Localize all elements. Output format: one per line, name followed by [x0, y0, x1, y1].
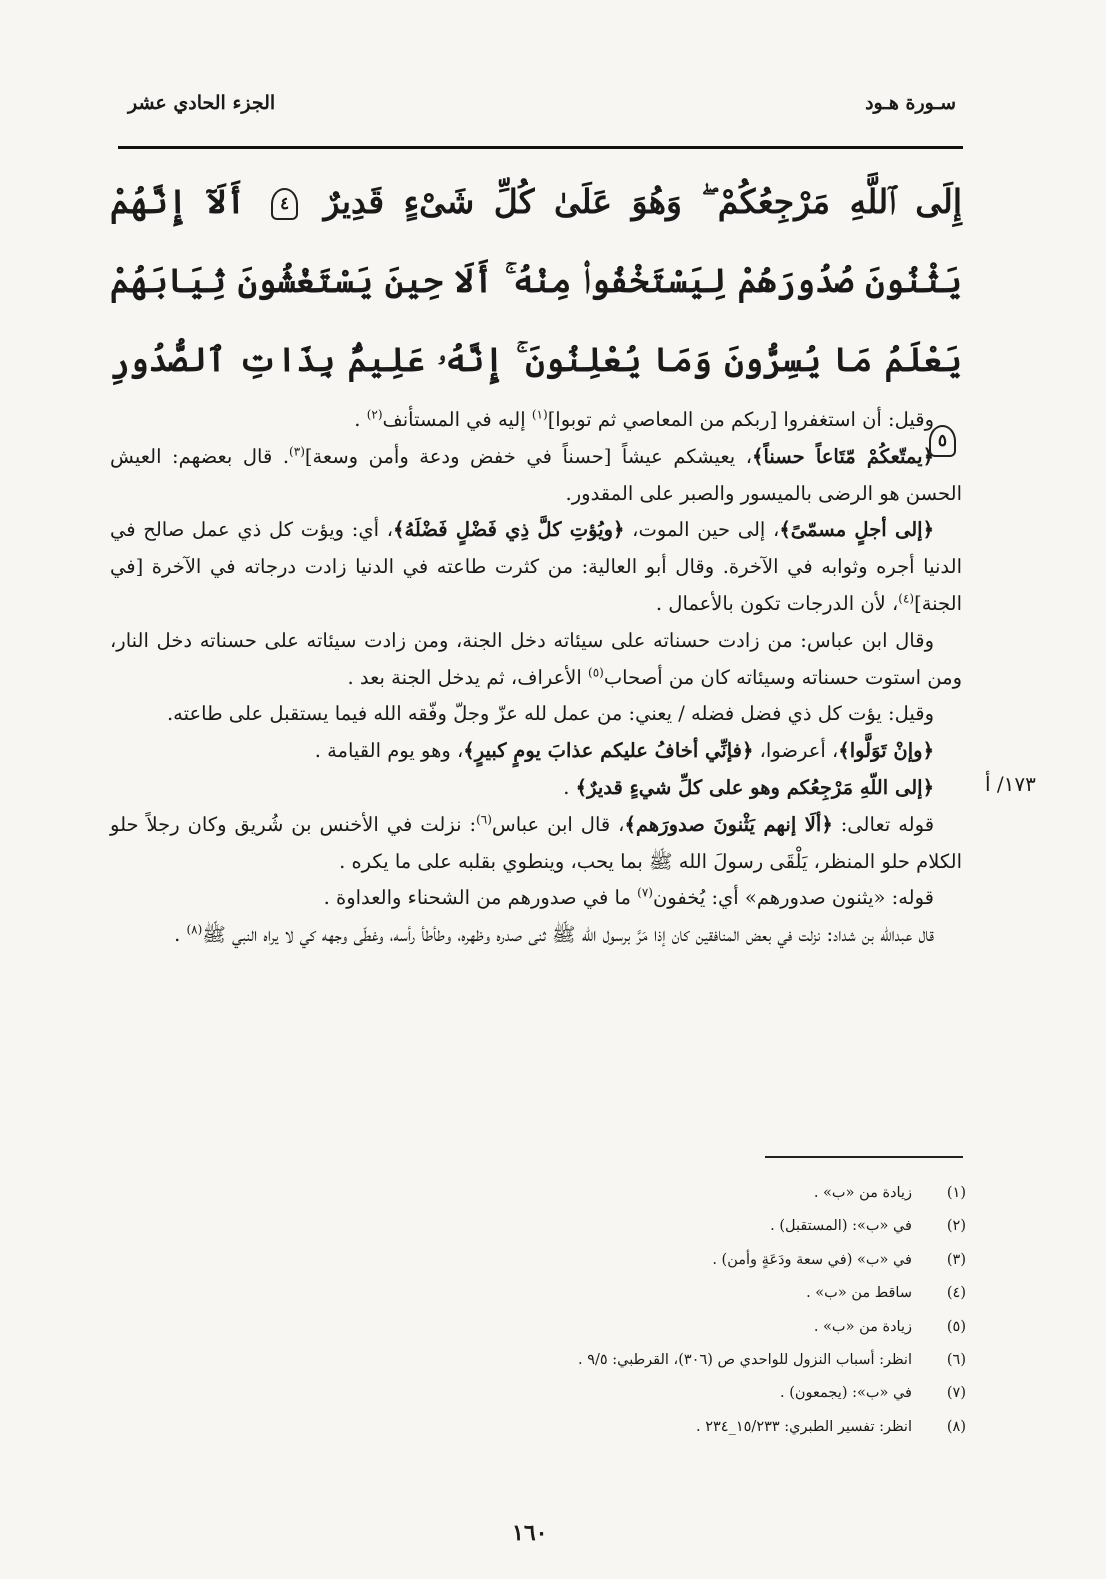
footnote-number: (٤)	[946, 1285, 966, 1302]
footnote-text: في «ب» (في سعة ودَعَةٍ وأمن) .	[712, 1251, 912, 1268]
text: ، قال ابن عباس	[491, 812, 625, 836]
quran-quote: ﴿ألَا إنهم يَثْنونَ صدورَهم﴾	[624, 812, 833, 836]
footnote	[266, 1377, 966, 1410]
paragraph-3	[110, 512, 962, 622]
text: .	[563, 775, 576, 799]
paragraph-2	[110, 439, 962, 513]
footnote-number: (١)	[946, 1185, 966, 1201]
text: قوله تعالى:	[832, 812, 935, 836]
footnote-number: (٣)	[946, 1251, 966, 1268]
footnote	[266, 1210, 966, 1243]
text: ، يعيشكم عيشاً [حسناً في خفض ودعة وأمن وسعة]	[304, 444, 753, 468]
footnote-ref: (٤)	[898, 591, 915, 606]
footnote-number: (٢)	[946, 1218, 966, 1235]
footnote-text: في «ب»: (المستقبل) .	[770, 1218, 912, 1235]
footnote	[266, 1311, 966, 1344]
ayah-5-marker: ٥	[929, 425, 956, 457]
paragraph-7	[110, 770, 962, 807]
footnote	[266, 1344, 966, 1377]
footnote-number: (٧)	[946, 1385, 966, 1402]
paragraph-9	[110, 880, 962, 917]
ayah-5-text: أَلَآ إِنَّهُمْ يَثْنُونَ صُدُورَهُمْ لِيَسْتَخْفُوا۟ مِنْهُ ۚ أَلَا حِينَ يَسْتَغْشُونَ ثِيَابَهُمْ يَعْلَمُ مَا يُسِرُّونَ وَمَا يُعْلِنُونَ ۚ إِنَّهُۥ عَلِيمٌۢ بِذَاتِ ٱلصُّدُورِ	[110, 182, 962, 379]
text: ، أي: ويؤت كل ذي عمل صالح في الدنيا أجره وثوابه في الآخرة. وقال أبو العالية: من كثرت طاعته في الدنيا زادت درجاته في الآخرة [في الجنة]	[110, 518, 962, 615]
footnote-text: انظر: أسباب النزول للواحدي ص (٣٠٦)، القرطبي: ٩/٥ .	[577, 1352, 912, 1369]
text: وقيل: أن استغفروا [ربكم من المعاصي ثم توبوا]	[547, 408, 934, 431]
footnote-text: انظر: تفسير الطبري: ١٥/٢٣٣_٢٣٤ .	[696, 1418, 912, 1435]
paragraph-8	[110, 807, 962, 881]
paragraph-4	[110, 623, 962, 697]
footnote	[266, 1411, 966, 1444]
text: ، وهو يوم القيامة .	[314, 739, 464, 763]
footnote	[266, 1277, 966, 1310]
text: ، أعرضوا،	[753, 739, 839, 763]
footnote-ref: (٨)	[186, 922, 203, 937]
footnote-text: زيادة من «ب» .	[813, 1185, 912, 1201]
text: الأعراف، ثم يدخل الجنة بعد .	[347, 665, 588, 689]
text: قال عبدالله بن شداد: نزلت في بعض المنافقين كان إذا مَرَّ برسول الله ﷺ ثنى صدره وظهره، وطأطأ رأسه، وغطّى وجهه كي لا يراه النبي ﷺ	[202, 923, 934, 947]
text: ما في صدورهم من الشحناء والعداوة .	[323, 886, 638, 910]
text: وقال ابن عباس: من زادت حسناته على سيئاته دخل الجنة، ومن زادت سيئاته على حسناته دخل النار، ومن استوت حسناته وسيئاته كان من أصحاب	[110, 628, 962, 689]
quran-quote: ﴿إلى اللّهِ مَرْجِعُكم وهو على كلِّ شيءٍ قديرٌ﴾	[575, 775, 934, 799]
footnote-number: (٥)	[946, 1318, 966, 1335]
text: .	[174, 923, 187, 947]
quran-quote: ﴿ويُؤتِ كلَّ ذِي فَضْلٍ فَضْلَهُ﴾	[393, 518, 625, 542]
footnote-text: ساقط من «ب» .	[806, 1285, 912, 1302]
page-number: ١٦٠	[512, 1520, 548, 1546]
text: . قال بعضهم: العيش الحسن هو الرضى بالميسور والصبر على المقدور.	[110, 444, 962, 505]
ayah-4-text: إِلَى ٱللَّهِ مَرْجِعُكُمْ ۖ وَهُوَ عَلَىٰ كُلِّ شَىْءٍ قَدِيرٌ	[323, 182, 963, 221]
header-rule	[118, 146, 963, 149]
footnote-text: زيادة من «ب» .	[813, 1318, 912, 1335]
footnote-text: في «ب»: (يجمعون) .	[780, 1385, 912, 1402]
ayah-4-marker: ٤	[271, 188, 298, 220]
text: ، لأن الدرجات تكون بالأعمال .	[655, 591, 899, 615]
paragraph-10	[110, 917, 962, 954]
manuscript-folio-note: ١٧٣/ أ	[985, 772, 1036, 796]
footnote	[266, 1177, 966, 1210]
paragraph-5: وقيل: يؤت كل ذي فضل فضله / يعني: من عمل لله عزّ وجلّ وفّقه الله فيما يستقبل على طاعته.	[166, 702, 934, 726]
footnote-ref: (٦)	[476, 812, 492, 827]
quran-quote: ﴿وإنْ تَوَلَّوا﴾	[838, 739, 934, 763]
quran-quote: ﴿يمتّعكُمْ مّتَاعاً حسناً﴾	[752, 444, 934, 468]
quran-quote: ﴿إلى أجلٍ مسمّىً﴾	[779, 518, 935, 542]
footnote-number: (٨)	[946, 1418, 966, 1435]
juz-title: الجزء الحادي عشر	[128, 92, 276, 114]
footnote-ref: (٣)	[289, 444, 305, 459]
footnote-ref: (٥)	[588, 665, 604, 680]
footnote-ref: (١)	[531, 407, 548, 422]
commentary-body	[110, 402, 962, 954]
paragraph-6	[110, 733, 962, 770]
text: : نزلت في الأخنس بن شُريق وكان رجلاً حلو الكلام حلو المنظر، يَلْقَى رسولَ الله ﷺ بما يحب، وينطوي بقلبه على ما يكره .	[110, 812, 962, 873]
text: قوله: «يثنون صدورهم» أي: يُخفون	[652, 886, 934, 910]
footnote-rule	[765, 1156, 963, 1158]
paragraph-1	[110, 402, 962, 439]
footnote	[266, 1244, 966, 1277]
surah-title: سـورة هـود	[865, 92, 956, 114]
footnote-ref: (٧)	[637, 885, 653, 900]
text: .	[354, 408, 367, 431]
quran-quote: ﴿فإنِّي أخافُ عليكم عذابَ يومٍ كبيرٍ﴾	[463, 739, 754, 763]
footnote-number: (٦)	[946, 1352, 966, 1369]
footnotes	[266, 1177, 966, 1444]
text: ، إلى حين الموت،	[624, 518, 780, 542]
footnote-ref: (٢)	[366, 407, 383, 422]
text: إليه في المستأنف	[382, 408, 532, 431]
